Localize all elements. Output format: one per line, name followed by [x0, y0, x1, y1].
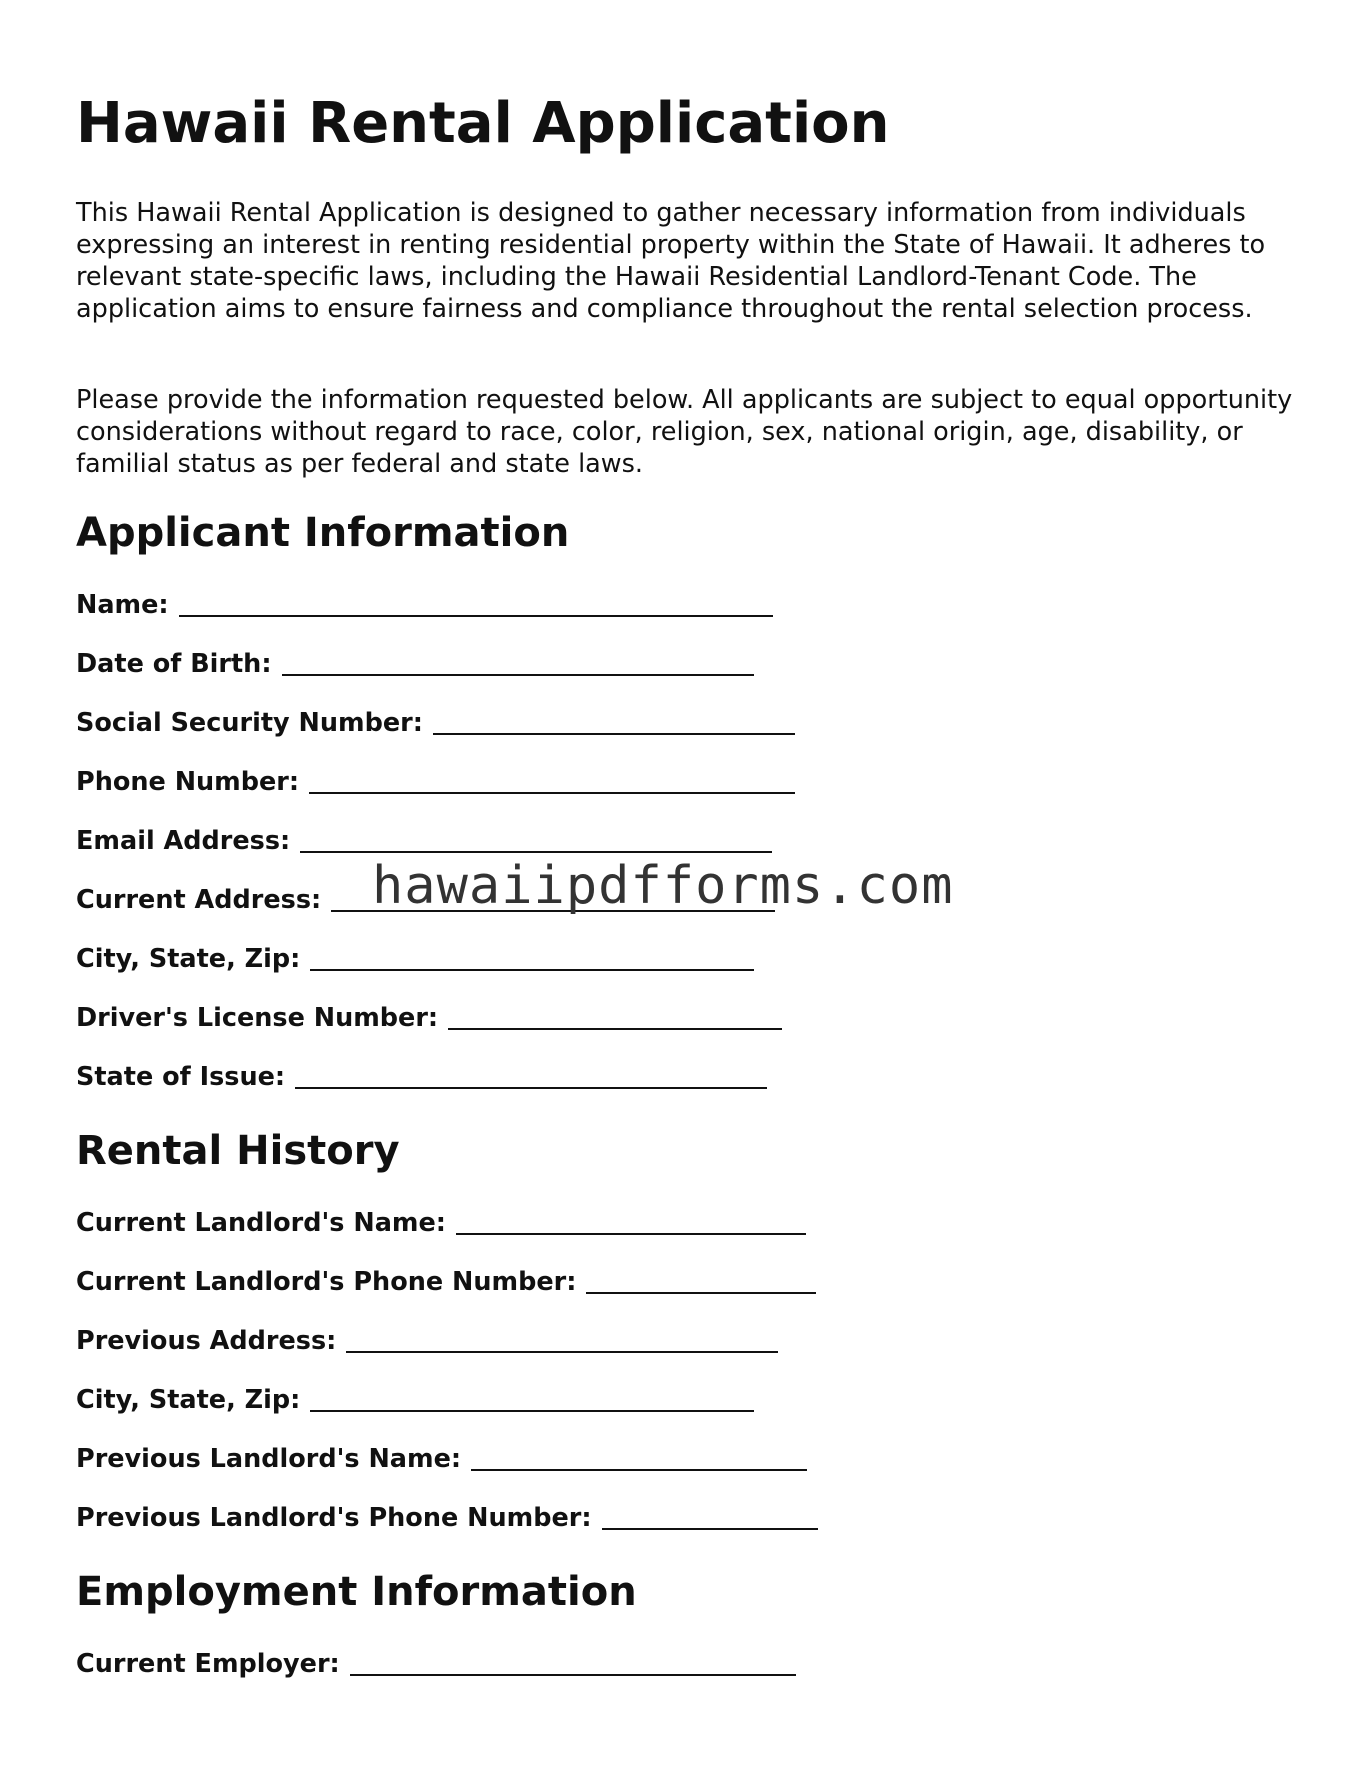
intro-paragraph-2: Please provide the information requested below. All applicants are subject to equal opportunity considerations without regard to race, color, religion, sex, national origin, age, disability, or familial status as per federal and state laws. — [76, 385, 1293, 479]
state-of-issue-blank-line[interactable] — [295, 1067, 767, 1089]
previous-address-blank-line[interactable] — [346, 1331, 778, 1353]
watermark-text: hawaiipdfforms.com — [372, 856, 954, 916]
current-address-label: Current Address: — [76, 885, 322, 915]
current-landlord-name-field[interactable] — [76, 1207, 806, 1239]
previous-address-field[interactable] — [76, 1325, 778, 1357]
current-landlord-phone-label: Current Landlord's Phone Number: — [76, 1267, 577, 1297]
social-security-number-label: Social Security Number: — [76, 708, 423, 738]
city-state-zip-label: City, State, Zip: — [76, 944, 301, 974]
date-of-birth-blank-line[interactable] — [282, 654, 754, 676]
previous-landlord-name-field[interactable] — [76, 1443, 807, 1475]
drivers-license-number-field[interactable] — [76, 1002, 782, 1034]
name-field[interactable] — [76, 589, 773, 621]
current-landlord-phone-field[interactable] — [76, 1266, 816, 1298]
previous-city-state-zip-blank-line[interactable] — [310, 1390, 754, 1412]
previous-landlord-phone-blank-line[interactable] — [602, 1508, 818, 1530]
current-landlord-phone-blank-line[interactable] — [586, 1272, 816, 1294]
page-title: Hawaii Rental Application — [76, 91, 890, 156]
social-security-number-blank-line[interactable] — [433, 713, 795, 735]
drivers-license-number-label: Driver's License Number: — [76, 1003, 439, 1033]
previous-landlord-phone-field[interactable] — [76, 1502, 818, 1534]
social-security-number-field[interactable] — [76, 707, 795, 739]
email-address-field[interactable] — [76, 825, 772, 857]
email-address-blank-line[interactable] — [300, 831, 772, 853]
email-address-label: Email Address: — [76, 826, 291, 856]
previous-city-state-zip-label: City, State, Zip: — [76, 1385, 301, 1415]
previous-address-label: Previous Address: — [76, 1326, 337, 1356]
name-label: Name: — [76, 590, 169, 620]
current-landlord-name-blank-line[interactable] — [456, 1213, 806, 1235]
current-landlord-name-label: Current Landlord's Name: — [76, 1208, 446, 1238]
rental-history-heading: Rental History — [76, 1128, 400, 1174]
previous-landlord-phone-label: Previous Landlord's Phone Number: — [76, 1503, 592, 1533]
state-of-issue-label: State of Issue: — [76, 1062, 286, 1092]
previous-city-state-zip-field[interactable] — [76, 1384, 754, 1416]
applicant-information-heading: Applicant Information — [76, 510, 570, 556]
date-of-birth-label: Date of Birth: — [76, 649, 272, 679]
phone-number-blank-line[interactable] — [309, 772, 795, 794]
current-employer-field[interactable] — [76, 1648, 796, 1680]
city-state-zip-blank-line[interactable] — [310, 949, 754, 971]
previous-landlord-name-label: Previous Landlord's Name: — [76, 1444, 462, 1474]
current-employer-label: Current Employer: — [76, 1649, 340, 1679]
date-of-birth-field[interactable] — [76, 648, 754, 680]
city-state-zip-field[interactable] — [76, 943, 754, 975]
intro-paragraph-1: This Hawaii Rental Application is designed to gather necessary information from individuals expressing an interest in renting residential property within the State of Hawaii. It adheres to relevant state-specific laws, including the Hawaii Residential Landlord-Tenant Code. The application aims to ensure fairness and compliance throughout the rental selection process. — [76, 198, 1266, 324]
phone-number-field[interactable] — [76, 766, 795, 798]
employment-information-heading: Employment Information — [76, 1569, 637, 1615]
previous-landlord-name-blank-line[interactable] — [471, 1449, 807, 1471]
state-of-issue-field[interactable] — [76, 1061, 767, 1093]
drivers-license-number-blank-line[interactable] — [448, 1008, 782, 1030]
phone-number-label: Phone Number: — [76, 767, 300, 797]
current-employer-blank-line[interactable] — [350, 1654, 796, 1676]
name-blank-line[interactable] — [179, 595, 773, 617]
